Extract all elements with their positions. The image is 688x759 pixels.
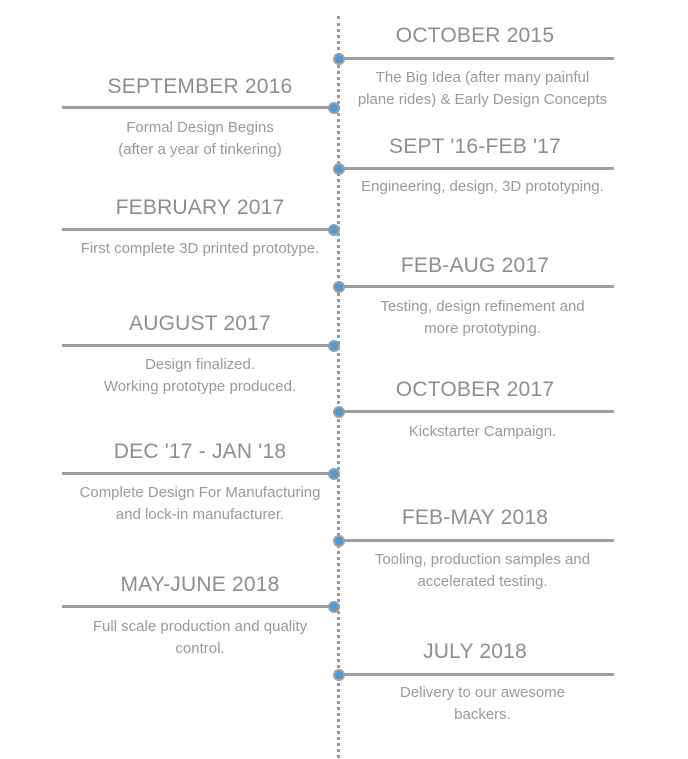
event-date: OCTOBER 2015 — [395, 24, 555, 47]
event-marker-dot — [333, 163, 345, 175]
event-date: MAY-JUNE 2018 — [120, 573, 280, 596]
event-connector-line — [62, 472, 338, 475]
event-marker-dot — [328, 601, 340, 613]
event-connector-line — [337, 285, 614, 288]
event-connector-line — [62, 106, 338, 109]
event-date: AUGUST 2017 — [129, 312, 271, 335]
event-date: DEC '17 - JAN '18 — [113, 440, 287, 463]
event-date: FEB-AUG 2017 — [400, 254, 550, 277]
event-description: Tooling, production samples and accelerated testing. — [374, 551, 591, 590]
event-connector-line — [337, 539, 614, 542]
event-marker-dot — [333, 535, 345, 547]
event-description: Complete Design For Manufacturing and lock-in manufacturer. — [79, 484, 321, 523]
event-connector-line — [62, 605, 338, 608]
event-description: Full scale production and quality control. — [92, 618, 308, 657]
event-description: Engineering, design, 3D prototyping. — [361, 178, 604, 195]
event-connector-line — [62, 228, 338, 231]
event-marker-dot — [333, 669, 345, 681]
event-date: SEPT '16-FEB '17 — [389, 135, 561, 158]
event-description: The Big Idea (after many painful plane rides) & Early Design Concepts — [357, 69, 608, 108]
event-date: JULY 2018 — [423, 640, 527, 663]
event-marker-dot — [333, 281, 345, 293]
event-connector-line — [337, 57, 614, 60]
event-description: Design finalized. Working prototype produced. — [103, 356, 297, 395]
event-connector-line — [62, 344, 338, 347]
event-marker-dot — [333, 406, 345, 418]
event-connector-line — [337, 410, 614, 413]
event-date: FEB-MAY 2018 — [401, 506, 549, 529]
event-description: Kickstarter Campaign. — [408, 423, 557, 440]
event-date: FEBRUARY 2017 — [115, 196, 285, 219]
event-marker-dot — [333, 53, 345, 65]
event-description: Delivery to our awesome backers. — [399, 684, 566, 723]
event-connector-line — [337, 167, 614, 170]
event-date: OCTOBER 2017 — [395, 378, 555, 401]
event-date: SEPTEMBER 2016 — [107, 75, 293, 98]
event-connector-line — [337, 673, 614, 676]
event-description: Testing, design refinement and more prototyping. — [380, 298, 585, 337]
event-marker-dot — [328, 468, 340, 480]
event-marker-dot — [328, 224, 340, 236]
event-marker-dot — [328, 340, 340, 352]
event-description: Formal Design Begins (after a year of tinkering) — [118, 119, 282, 158]
event-description: First complete 3D printed prototype. — [80, 240, 320, 257]
event-marker-dot — [328, 102, 340, 114]
